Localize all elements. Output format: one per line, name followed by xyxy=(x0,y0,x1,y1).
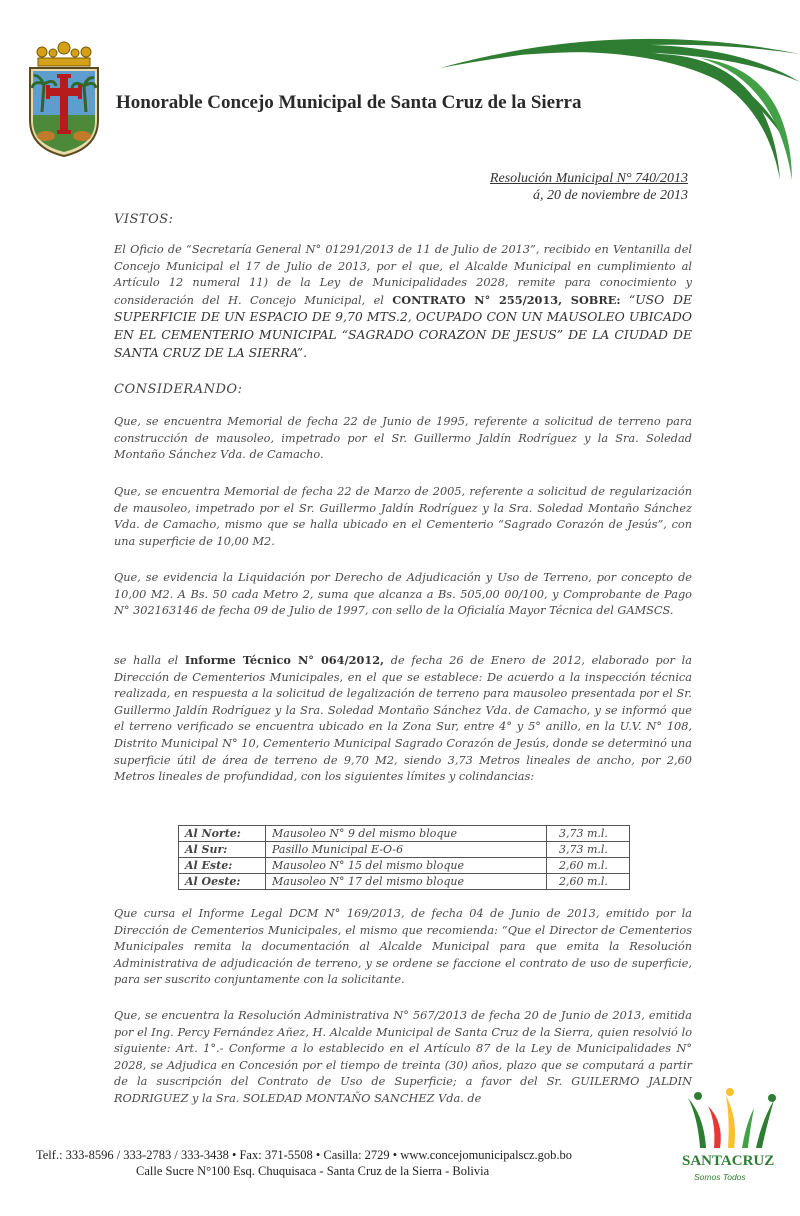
boundary-side: Al Sur: xyxy=(179,842,266,858)
resolution-header xyxy=(490,170,688,204)
boundary-description: Mausoleo N° 17 del mismo bloque xyxy=(266,874,547,890)
vistos-text: El Oficio de “Secretaría General N° 01291/2013 de 11 de Julio de 2013”, recibido en Ventanilla del Concejo Municipal el 17 de Julio de 2013, por el que, el Alcalde Municipal en cumplimiento al Artículo 12 numeral 11) de la Ley de Municipalidades 2028, remite para conocimiento y consideración del H. Concejo Municipal, el xyxy=(114,243,692,307)
considerando-paragraph-2: Que, se encuentra Memorial de fecha 22 de Marzo de 2005, referente a solicitud de regularización de mausoleo, impetrado por el Sr. Guillermo Jaldín Rodríguez y la Sra. Soledad Montaño Sánchez Vda. de Camacho, mismo que se halla ubicado en el Cementerio “Sagrado Corazón de Jesús”, con una superficie de 10,00 M2. xyxy=(114,485,692,548)
footer-contact-line: Telf.: 333-8596 / 333-2783 / 333-3438 • Fax: 371-5508 • Casilla: 2729 • www.concejomunicipalscz.gob.bo xyxy=(36,1148,573,1162)
crown-icon xyxy=(37,42,91,66)
considerando-paragraph-5: Que cursa el Informe Legal DCM N° 169/2013, de fecha 04 de Junio de 2013, emitido por la Dirección de Cementerios Municipales, el mismo que recomienda: “Que el Director de Cementerios Municipales remita la documentación al Alcalde Municipal para que emita la Resolución Administrativa de adjudicación de terreno, y se ordene se faccione el contrato de uso de superficie, para ser suscrito conjuntamente con la solicitante. xyxy=(114,907,692,987)
boundary-length: 2,60 m.l. xyxy=(547,858,630,874)
p4-start: se halla el xyxy=(114,654,179,667)
boundary-length: 2,60 m.l. xyxy=(547,874,630,890)
boundary-length: 3,73 m.l. xyxy=(547,826,630,842)
resolution-number: Resolución Municipal N° 740/2013 xyxy=(489,171,688,186)
footer-address-line: Calle Sucre N°100 Esq. Chuquisaca - Santa Cruz de la Sierra - Bolivia xyxy=(136,1164,490,1178)
organization-title: Honorable Concejo Municipal de Santa Cruz de la Sierra xyxy=(116,92,582,113)
footer-contact xyxy=(36,1147,572,1179)
santa-cruz-logo-name: SANTACRUZ xyxy=(682,1153,775,1169)
boundary-description: Pasillo Municipal E-O-6 xyxy=(266,842,547,858)
considerando-heading: CONSIDERANDO: xyxy=(114,382,243,397)
boundary-side: Al Oeste: xyxy=(179,874,266,890)
considerando-paragraph-1: Que, se encuentra Memorial de fecha 22 de Junio de 1995, referente a solicitud de terreno para construcción de mausoleo, impetrado por el Sr. Guillermo Jaldín Rodríguez y la Sra. Soledad Montaño Sánchez Vda. de Camacho. xyxy=(114,415,692,462)
contract-number: CONTRATO N° 255/2013, SOBRE: xyxy=(392,292,621,307)
boundary-description: Mausoleo N° 9 del mismo bloque xyxy=(266,826,547,842)
considerando-paragraph-4 xyxy=(114,652,692,786)
resolution-date: á, 20 de noviembre de 2013 xyxy=(533,188,688,203)
boundaries-table xyxy=(178,825,630,890)
coat-of-arms-logo xyxy=(24,40,104,158)
considerando-paragraph-6: Que, se encuentra la Resolución Administrativa N° 567/2013 de fecha 20 de Junio de 2013, emitida por el Ing. Percy Fernández Añez, H. Alcalde Municipal de Santa Cruz de la Sierra, quien resolvió lo siguiente: Art. 1°.- Conforme a lo establecido en el Artículo 87 de la Ley de Municipalidades N° 2028, se Adjudica en Concesión por el tiempo de treinta (30) años, plazo que se computará a partir de la suscripción del Contrato de Uso de Superficie; a favor del Sr. GUILERMO JALDIN RODRIGUEZ y la Sra. SOLEDAD MONTAÑO SANCHEZ Vda. de xyxy=(114,1009,692,1105)
table-row xyxy=(179,826,630,842)
boundary-side: Al Este: xyxy=(179,858,266,874)
boundary-side: Al Norte: xyxy=(179,826,266,842)
boundary-length: 3,73 m.l. xyxy=(547,842,630,858)
santa-cruz-logo-tagline: Somos Todos xyxy=(694,1172,746,1182)
vistos-heading: VISTOS: xyxy=(114,212,174,227)
table-row xyxy=(179,842,630,858)
table-row xyxy=(179,858,630,874)
technical-report-number: Informe Técnico N° 064/2012, xyxy=(184,653,385,667)
considerando-paragraph-3: Que, se evidencia la Liquidación por Derecho de Adjudicación y Uso de Terreno, por concepto de 10,00 M2. A Bs. 50 cada Metro 2, suma que alcanza a Bs. 505,00 00/100, y Comprobante de Pago N° 302163146 de fecha 09 de Julio de 1997, con sello de la Oficialía Mayor Técnica del GAMSCS. xyxy=(114,571,692,618)
contract-title: “USO DE SUPERFICIE DE UN ESPACIO DE 9,70 MTS.2, OCUPADO CON UN MAUSOLEO UBICADO EN EL CEMENTERIO MUNICIPAL “SAGRADO CORAZON DE JESUS” DE LA CIUDAD DE SANTA CRUZ DE LA SIERRA”. xyxy=(114,291,692,360)
boundary-description: Mausoleo N° 15 del mismo bloque xyxy=(266,858,547,874)
vistos-paragraph xyxy=(114,242,692,362)
p4-rest: de fecha 26 de Enero de 2012, elaborado por la Dirección de Cementerios Municipales, en el que se establece: De acuerdo a la inspección técnica realizada, en respuesta a la solicitud de legalización de terreno para mausoleo presentada por el Sr. Guillermo Jaldín Rodríguez y la Sra. Soledad Montaño Sánchez Vda. de Camacho, y se informó que el terreno verificado se encuentra ubicado en la Zona Sur, entre 4° y 5° anillo, en la U.V. N° 108, Distrito Municipal N° 10, Cementerio Municipal Sagrado Corazón de Jesús, donde se determinó una superficie útil de área de terreno de 9,70 M2, siendo 3,73 Metros lineales de ancho, por 2,60 Metros lineales de profundidad, con los siguientes límites y colindancias: xyxy=(114,654,692,784)
table-row xyxy=(179,874,630,890)
